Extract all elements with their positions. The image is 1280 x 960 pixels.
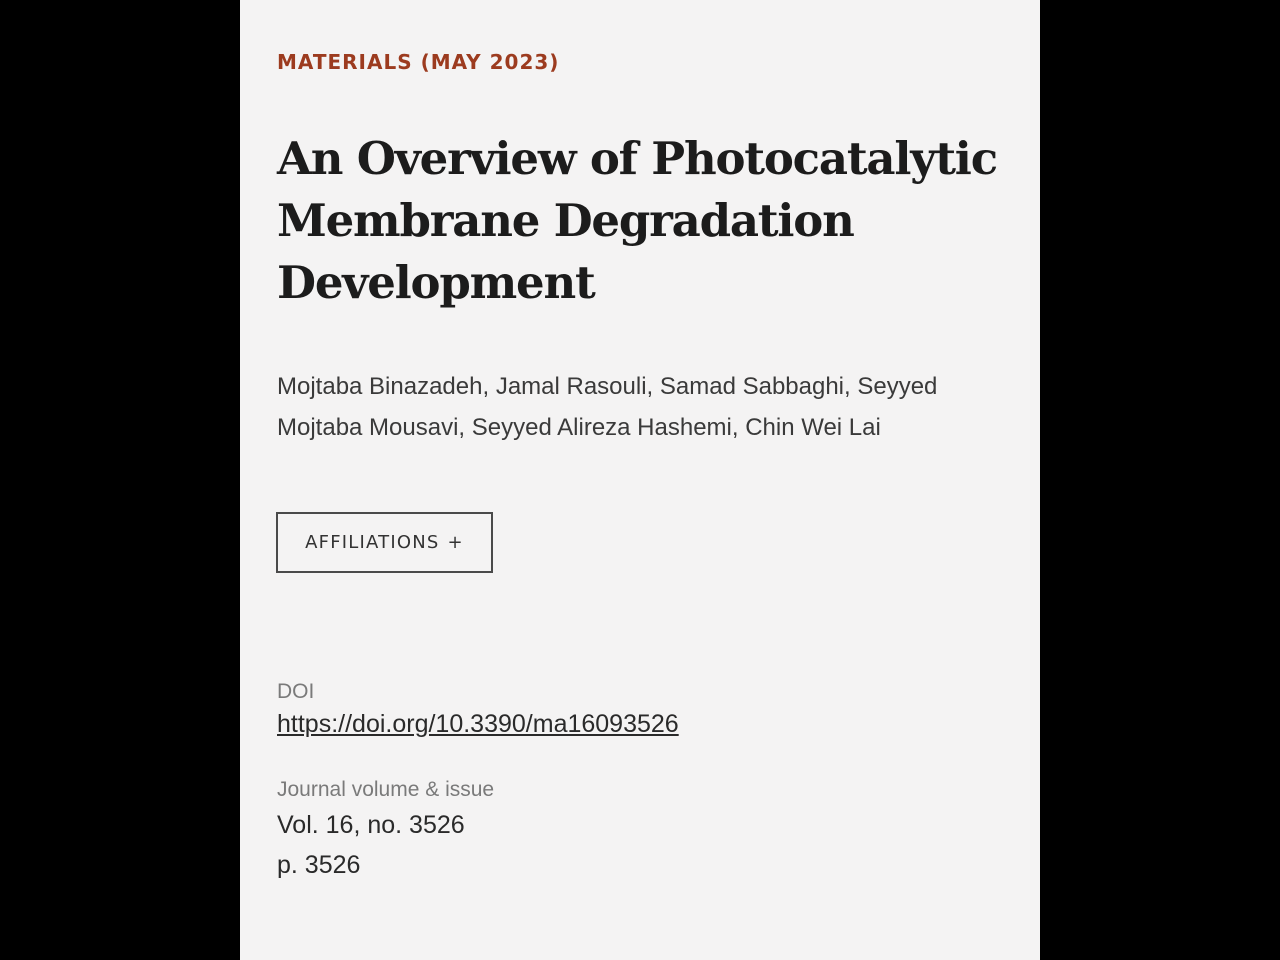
doi-label: DOI — [277, 680, 315, 703]
author-list: Mojtaba Binazadeh, Jamal Rasouli, Samad Sabbaghi, Seyyed Mojtaba Mousavi, Seyyed Alireza Hashemi, Chin Wei Lai — [277, 373, 938, 441]
affiliations-label: AFFILIATIONS — [305, 532, 440, 553]
journal-label[interactable]: MATERIALS (MAY 2023) — [277, 50, 560, 74]
article-title: An Overview of Photocatalytic Membrane Degradation Development — [277, 132, 997, 309]
pages-value: p. 3526 — [277, 851, 361, 879]
letterbox-right — [1040, 0, 1280, 960]
article-card — [240, 0, 1040, 960]
volume-value: Vol. 16, no. 3526 — [277, 811, 465, 839]
volume-label: Journal volume & issue — [277, 778, 495, 801]
affiliations-button[interactable] — [276, 512, 493, 573]
letterbox-left — [0, 0, 240, 960]
expand-plus-icon: + — [447, 532, 464, 553]
doi-link[interactable]: https://doi.org/10.3390/ma16093526 — [277, 710, 679, 738]
